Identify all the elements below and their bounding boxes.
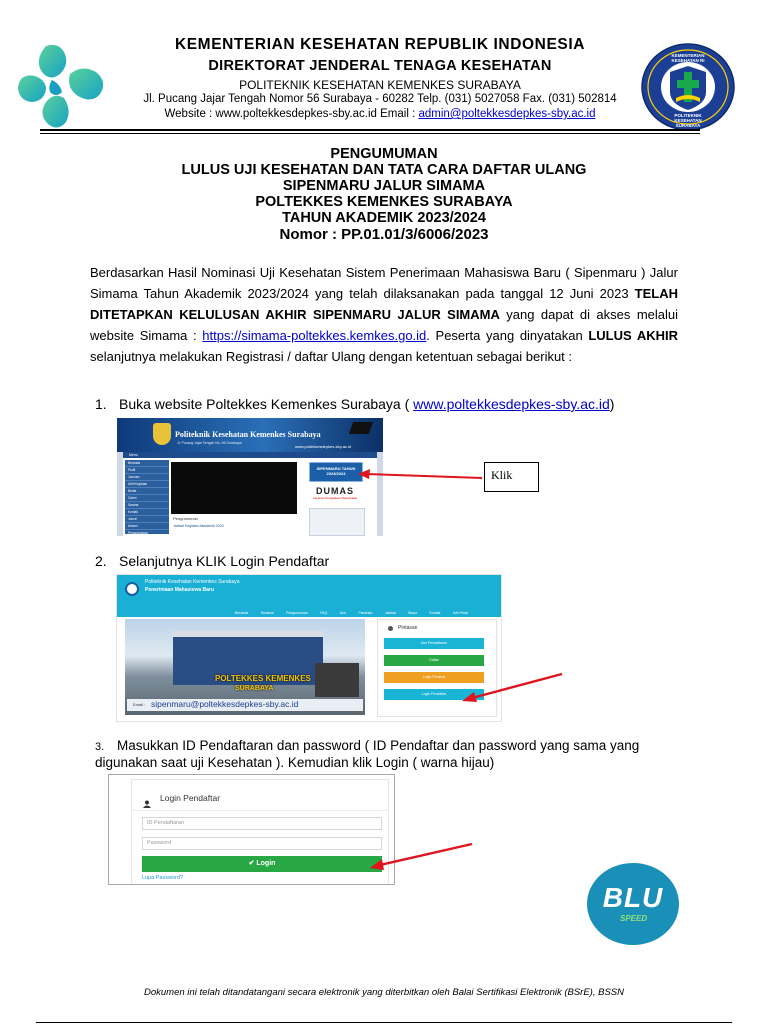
announcement-number: Nomor : PP.01.01/3/6006/2023 (279, 226, 489, 243)
site-slider (171, 462, 297, 514)
step-number: 2. (95, 553, 107, 569)
directorate-title: DIREKTORAT JENDERAL TENAGA KESEHATAN (208, 58, 552, 74)
body-text: yang dapat di akses melalui website Simama : (90, 307, 679, 343)
seal-text-bottom: POLITEKNIK KESEHATAN SURABAYA (674, 113, 702, 128)
simama-link[interactable]: https://simama-poltekkes.kemkes.go.id (202, 328, 427, 343)
blu-speed-text: SPEED (620, 914, 648, 923)
user-icon (143, 795, 151, 803)
email-strip (127, 699, 363, 711)
nav-item[interactable]: Kontak (429, 611, 441, 615)
klik-callout: Klik (484, 462, 539, 492)
nav-item[interactable]: Panduan (358, 611, 373, 615)
website-link[interactable]: www.poltekkesdepkes-sby.ac.id (413, 396, 610, 412)
step-2 (95, 553, 695, 569)
nav-item[interactable]: Pengumuman (285, 611, 308, 615)
kemenkes-logo-icon (16, 42, 110, 132)
dumas-sub: Layanan Pengaduan Masyarakat (312, 496, 358, 500)
step-text: Buka website Poltekkes Kemenkes Surabaya ( (119, 396, 414, 412)
step-number: 3. (95, 741, 105, 753)
sidebar-item[interactable]: Alumni (125, 523, 169, 530)
step-text: ) (609, 396, 615, 412)
alur-pendaftaran-button[interactable]: Alur Pendaftaran (384, 638, 484, 649)
institution-name: POLITEKNIK KESEHATAN KEMENKES SURABAYA (239, 78, 521, 92)
letterhead-rule-thin (40, 133, 700, 134)
sidebar-item[interactable]: Berita (125, 488, 169, 495)
nav-item[interactable]: Biaya (408, 611, 417, 615)
site-header-sub: Jl. Pucang Jajar Tengah No. 56 Surabaya (177, 441, 242, 445)
pin-icon (388, 626, 393, 631)
nav-item[interactable]: FAQ (320, 611, 328, 615)
step-1 (95, 396, 695, 412)
sipenmaru-email: sipenmaru@poltekkesdepkes-sby.ac.id (151, 699, 299, 709)
id-placeholder: ID Pendaftaran (147, 820, 184, 826)
building-sign-1: POLTEKKES KEMENKES (215, 674, 311, 683)
sipenmaru-title: Politeknik Kesehatan Kemenkes Surabaya (145, 579, 240, 585)
sipenmaru-subtitle: Penerimaan Mahasiswa Baru (145, 587, 214, 593)
site-header-title: Politeknik Kesehatan Kemenkes Surabaya (175, 430, 321, 439)
nav-item[interactable]: Jadwal (384, 611, 396, 615)
sipenmaru-logo-icon (125, 582, 139, 596)
password-placeholder: Password (147, 840, 172, 846)
panel-title: Pintasan (398, 625, 418, 631)
ministry-title: KEMENTERIAN KESEHATAN REPUBLIK INDONESIA (174, 36, 586, 53)
announcement-heading: PENGUMUMAN (330, 146, 438, 162)
email-label: Email : (133, 702, 146, 707)
website-text: Website : www.poltekkesdepkes-sby.ac.id Email : (164, 108, 419, 120)
login-divider (132, 810, 388, 811)
institution-address: Jl. Pucang Jajar Tengah Nomor 56 Surabaya - 60282 Telp. (031) 5027058 Fax. (031) 502814 (143, 93, 617, 105)
login-title: Login Pendaftar (160, 793, 221, 803)
letterhead-rule (40, 129, 700, 131)
site-side-widget (309, 508, 365, 536)
sipenmaru-nav (235, 601, 468, 619)
poltekkes-seal-icon (640, 42, 736, 132)
nav-item[interactable]: Alur (339, 611, 346, 615)
login-screenshot (108, 774, 395, 885)
step-text: Masukkan ID Pendaftaran dan password ( ID Pendaftar dan password yang sama yang digunakan saat uji Kesehatan ). Kemudian klik Login ( warna hijau) (95, 738, 640, 770)
website-screenshot (117, 418, 383, 536)
sidebar-item[interactable]: Jurnal (125, 516, 169, 523)
arrow-icon (364, 840, 476, 874)
step-text: Selanjutnya KLIK Login Pendaftar (119, 553, 330, 569)
password-input[interactable] (142, 837, 382, 850)
info-board (315, 663, 359, 697)
sidebar-item[interactable]: Unit Kegiatan (125, 481, 169, 488)
site-menu-label: Menu (129, 453, 138, 457)
announcement-body (90, 262, 678, 367)
announcement-institution: POLTEKKES KEMENKES SURABAYA (255, 194, 513, 210)
body-text: . Peserta yang dinyatakan (426, 328, 589, 343)
announcement-subject: LULUS UJI KESEHATAN DAN TATA CARA DAFTAR ULANG (181, 162, 587, 178)
body-emphasis: TELAH DITETAPKAN KELULUSAN AKHIR SIPENMARU JALUR SIMAMA (90, 286, 678, 322)
sidebar-item[interactable]: Jurusan (125, 474, 169, 481)
body-text: selanjutnya melakukan Registrasi / daftar Ulang dengan ketentuan sebagai berikut : (90, 349, 573, 364)
id-pendaftaran-input[interactable] (142, 817, 382, 830)
site-news-item[interactable]: Jadwal Kegiatan Akademik 2023 (173, 524, 224, 528)
email-link[interactable]: admin@poltekkesdepkes-sby.ac.id (418, 108, 596, 120)
sidebar-item[interactable]: Galeri (125, 495, 169, 502)
blu-badge-icon (586, 862, 680, 946)
footer-rule (36, 1022, 732, 1023)
sipenmaru-banner-text: SIPENMARU TAHUN 2023/2024 (316, 466, 356, 476)
login-peminat-button[interactable]: Login Peminat (384, 672, 484, 683)
dumas-logo[interactable] (307, 486, 363, 506)
sidebar-item[interactable]: Profil (125, 467, 169, 474)
nav-item[interactable]: Simama (260, 611, 274, 615)
daftar-button[interactable]: Daftar (384, 655, 484, 666)
building-sign-2: SURABAYA (235, 685, 274, 692)
sidebar-item[interactable]: Beranda (125, 460, 169, 467)
sipenmaru-banner[interactable] (309, 462, 363, 482)
step-number: 1. (95, 396, 107, 412)
sidebar-item[interactable]: Sarana (125, 502, 169, 509)
site-news-title: Pengumuman (173, 516, 198, 521)
nav-item[interactable]: Beranda (235, 611, 249, 615)
body-text: Berdasarkan Hasil Nominasi Uji Kesehatan Sistem Penerimaan Mahasiswa Baru ( Sipenmaru ) Jalur Simama Tahun Akademik 2023/2024 yang telah dilaksanakan pada tanggal 12 Juni 2023 (90, 265, 678, 301)
sipenmaru-screenshot (117, 575, 501, 721)
login-card (131, 779, 389, 885)
site-url: www.poltekkesdepkes-sby.ac.id (295, 444, 352, 449)
announcement-track: SIPENMARU JALUR SIMAMA (282, 178, 486, 194)
body-emphasis: LULUS AKHIR (588, 328, 678, 343)
dumas-text: DUMAS (316, 486, 354, 496)
esign-footer: Dokumen ini telah ditandatangani secara elektronik yang diterbitkan oleh Balai Sertifikasi Elektronik (BSrE), BSSN (144, 987, 624, 998)
login-button[interactable]: ✔ Login (142, 856, 382, 872)
site-sidebar (125, 460, 169, 534)
sidebar-item[interactable]: Pengumuman (128, 531, 148, 535)
arrow-icon (356, 466, 486, 486)
nav-item[interactable]: Info Prodi (452, 611, 468, 615)
announcement-year: TAHUN AKADEMIK 2023/2024 (282, 210, 486, 226)
login-pendaftar-button[interactable]: Login Pendaftar (384, 689, 484, 700)
institution-contact (110, 108, 650, 120)
forgot-password-link[interactable]: Lupa Password? (142, 875, 183, 881)
arrow-icon (456, 670, 566, 706)
seal-text-top: KEMENTERIAN KESEHATAN RI (671, 53, 705, 63)
blu-text: BLU (602, 882, 664, 913)
site-logo-icon (153, 423, 171, 445)
sidebar-item[interactable]: Kontak (125, 509, 169, 516)
step-3 (95, 738, 680, 771)
